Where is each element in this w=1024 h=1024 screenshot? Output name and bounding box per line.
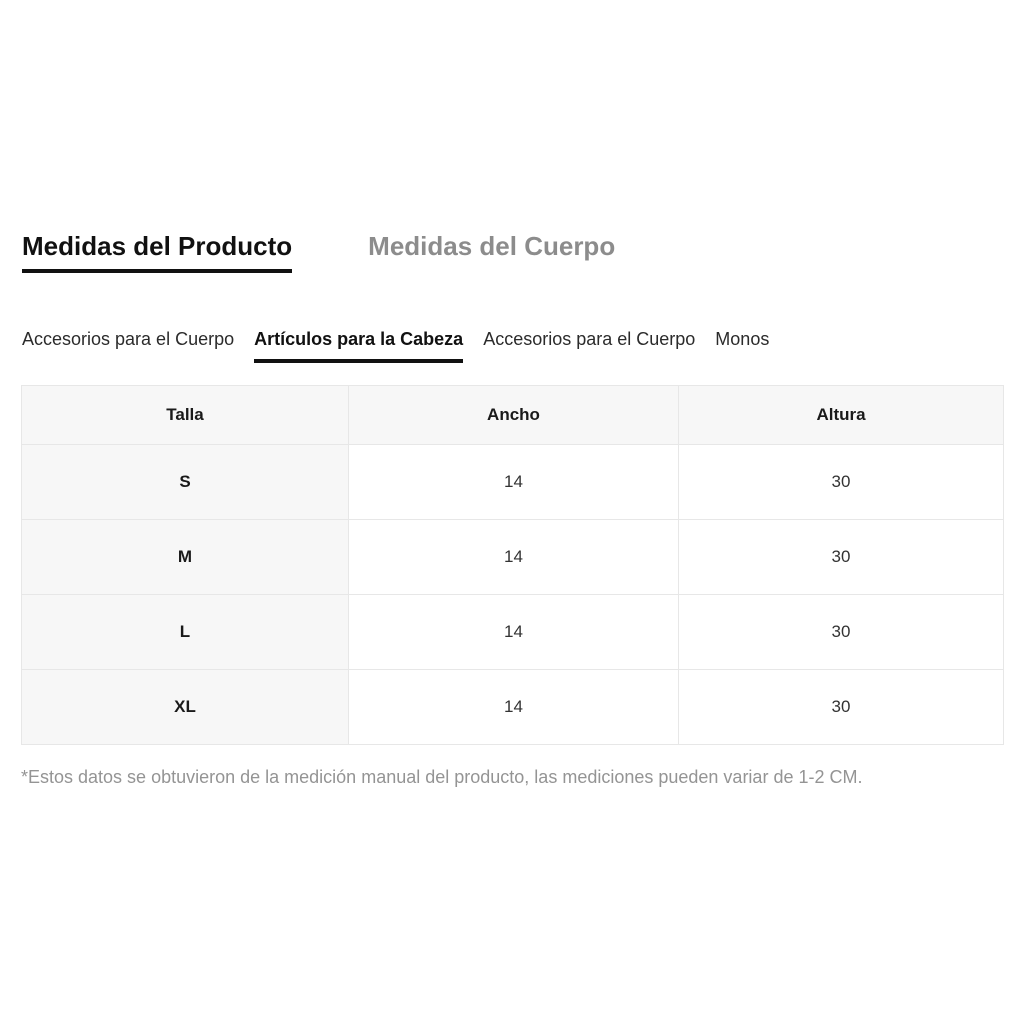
- altura-value-cell: 30: [679, 595, 1004, 670]
- tab-monos[interactable]: Monos: [715, 329, 770, 349]
- ancho-value-cell: 14: [349, 670, 679, 745]
- table-row: [22, 670, 1004, 745]
- tab-medidas-del-producto[interactable]: Medidas del Producto: [22, 231, 292, 273]
- size-label-cell: S: [22, 445, 349, 520]
- table-row: [22, 445, 1004, 520]
- tab-accesorios-para-el-cuerpo-2[interactable]: Accesorios para el Cuerpo: [483, 329, 696, 349]
- table-header-row: [22, 386, 1004, 445]
- ancho-value-cell: 14: [349, 595, 679, 670]
- table-row: [22, 520, 1004, 595]
- size-label-cell: M: [22, 520, 349, 595]
- size-label-cell: L: [22, 595, 349, 670]
- column-header-talla: Talla: [22, 386, 349, 445]
- tab-accesorios-para-el-cuerpo-1[interactable]: Accesorios para el Cuerpo: [22, 329, 235, 349]
- ancho-value-cell: 14: [349, 445, 679, 520]
- column-header-altura: Altura: [679, 386, 1004, 445]
- altura-value-cell: 30: [679, 445, 1004, 520]
- size-table: [21, 385, 1004, 745]
- category-tabs: [22, 329, 769, 363]
- measurement-disclaimer: *Estos datos se obtuvieron de la medición manual del producto, las mediciones pueden variar de 1-2 CM.: [21, 767, 863, 787]
- ancho-value-cell: 14: [349, 520, 679, 595]
- tab-medidas-del-cuerpo[interactable]: Medidas del Cuerpo: [368, 231, 616, 261]
- column-header-ancho: Ancho: [349, 386, 679, 445]
- tab-articulos-para-la-cabeza[interactable]: Artículos para la Cabeza: [254, 329, 463, 363]
- size-label-cell: XL: [22, 670, 349, 745]
- measurement-tabs: [22, 231, 615, 273]
- altura-value-cell: 30: [679, 520, 1004, 595]
- table-row: [22, 595, 1004, 670]
- altura-value-cell: 30: [679, 670, 1004, 745]
